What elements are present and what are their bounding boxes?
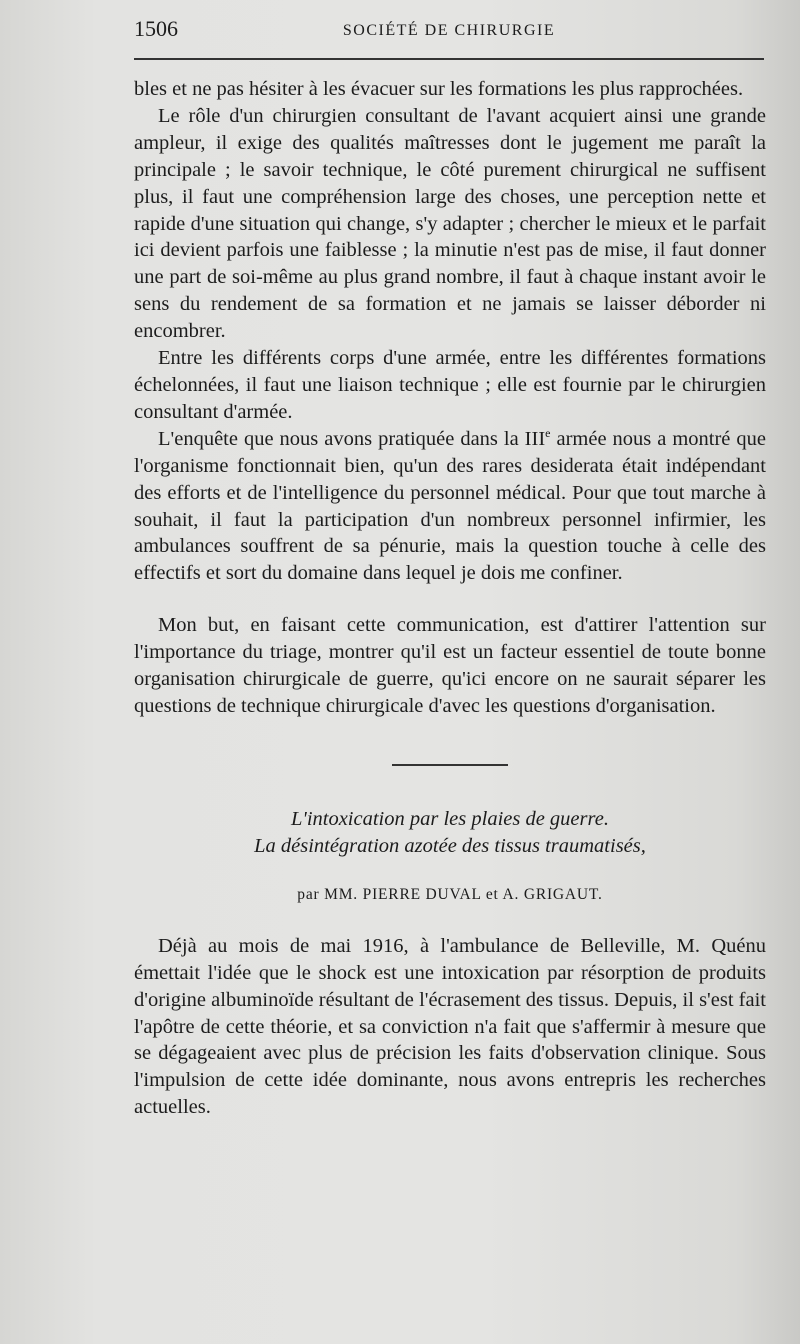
enquete-text-start: L'enquête que nous avons pratiquée dans la III — [158, 427, 546, 450]
journal-title: SOCIÉTÉ DE CHIRURGIE — [342, 22, 556, 39]
paragraph-enquete — [134, 426, 766, 587]
header-rule — [134, 58, 764, 60]
article-title — [134, 806, 766, 860]
article-body — [134, 933, 766, 1121]
article-title-line-2: La désintégration azotée des tissus traumatisés, — [254, 834, 646, 857]
paragraph-continuation: bles et ne pas hésiter à les évacuer sur les formations les plus rapprochées. — [134, 78, 744, 100]
paragraph-liaison-technique: Entre les différents corps d'une armée, entre les différentes formations échelonnées, il faut une liaison technique ; elle est fournie par le chirurgien consultant d'armée. — [134, 347, 766, 423]
article-title-line-1: L'intoxication par les plaies de guerre. — [291, 807, 609, 830]
enquete-superscript: e — [545, 425, 551, 440]
paragraph-mon-but: Mon but, en faisant cette communication, est d'attirer l'attention sur l'importance du triage, montrer qu'il est un facteur essentiel de toute bonne organisation chirurgicale de guerre, qu'ici encore on ne saurait séparer les questions de technique chirurgicale d'avec les questions d'organisation. — [134, 614, 766, 717]
article-authors: par MM. PIERRE DUVAL et A. GRIGAUT. — [297, 885, 603, 903]
running-head — [134, 14, 764, 48]
body-text — [134, 76, 766, 1121]
paragraph-role-chirurgien: Le rôle d'un chirurgien consultant de l'avant acquiert ainsi une grande ampleur, il exige des qualités maîtresses dont le jugement me paraît la principale ; le savoir technique, le côté purement chirurgical ne suffisent plus, il faut une compréhension large des choses, une perception nette et rapide d'une situation qui change, s'y adapter ; chercher le mieux et le parfait ici devient parfois une faiblesse ; la minutie n'est pas de mise, il faut donner une part de soi-même au plus grand nombre, il faut à chaque instant avoir le sens du rendement de sa formation et ne jamais se laisser déborder ni encombrer. — [134, 104, 766, 343]
paragraph-gap — [134, 587, 766, 612]
page-number: 1506 — [134, 16, 178, 41]
enquete-text-end: armée nous a montré que l'organisme fonctionnait bien, qu'un des rares desiderata était indépendant des efforts et de l'intelligence du personnel médical. Pour que tout marche à souhait, il faut la participation d'un nombreux personnel infirmier, les ambulances souffrent de sa pénurie, mais la question touche à celle des effectifs et sort du domaine dans lequel je dois me confiner. — [134, 427, 766, 585]
article-first-paragraph: Déjà au mois de mai 1916, à l'ambulance de Belleville, M. Quénu émettait l'idée que le shock est une intoxication par résorption de produits d'origine albuminoïde résultant de l'écrasement des tissus. Depuis, il s'est fait l'apôtre de cette théorie, et sa conviction n'a fait que s'affermir à mesure que se dégageaient avec plus de précision les faits d'observation clinique. Sous l'impulsion de cette idée dominante, nous avons entrepris les recherches actuelles. — [134, 934, 766, 1119]
section-separator — [392, 764, 508, 766]
